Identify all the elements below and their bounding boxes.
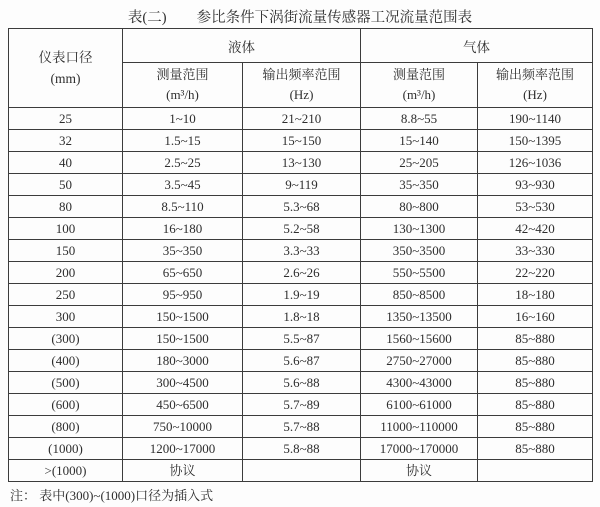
header-gas-range-label: 测量范围 [392, 67, 445, 82]
header-diameter-line1: 仪表口径 [38, 50, 93, 65]
page-title [0, 0, 600, 26]
header-liquid-freq-label: 输出频率范围 [262, 67, 341, 82]
table-cell: (800) [9, 416, 123, 438]
header-liquid-range [123, 63, 243, 108]
table-cell: 21~210 [243, 108, 361, 130]
table-body [9, 108, 593, 482]
table-cell: 8.5~110 [123, 196, 243, 218]
table-cell: 1~10 [123, 108, 243, 130]
table-row [9, 328, 593, 350]
table-row [9, 130, 593, 152]
table-cell: (400) [9, 350, 123, 372]
table-cell: (600) [9, 394, 123, 416]
table-cell: 2750~27000 [361, 350, 478, 372]
table-cell: 5.8~88 [243, 438, 361, 460]
table-cell: 1560~15600 [361, 328, 478, 350]
table-row [9, 460, 593, 482]
table-cell: 5.7~88 [243, 416, 361, 438]
table-cell: 1.8~18 [243, 306, 361, 328]
table-title-text: 参比条件下涡街流量传感器工况流量范围表 [196, 10, 473, 26]
table-cell: 3.3~33 [243, 240, 361, 262]
table-cell: 5.2~58 [243, 218, 361, 240]
table-cell: 32 [9, 130, 123, 152]
table-row [9, 350, 593, 372]
header-diameter [9, 29, 123, 108]
table-cell: 100 [9, 218, 123, 240]
table-cell: 750~10000 [123, 416, 243, 438]
table-cell: 130~1300 [361, 218, 478, 240]
table-cell: 93~930 [478, 174, 593, 196]
table-cell: (1000) [9, 438, 123, 460]
table-cell: 22~220 [478, 262, 593, 284]
flow-range-table [8, 28, 593, 482]
table-cell: 85~880 [478, 438, 593, 460]
table-cell: 5.6~87 [243, 350, 361, 372]
table-row [9, 196, 593, 218]
table-row [9, 174, 593, 196]
header-gas-freq-unit: (Hz) [523, 87, 547, 102]
table-cell: 95~950 [123, 284, 243, 306]
table-cell: 16~160 [478, 306, 593, 328]
table-cell: 25 [9, 108, 123, 130]
table-row [9, 394, 593, 416]
header-gas-freq-label: 输出频率范围 [495, 67, 574, 82]
table-cell: 协议 [361, 460, 478, 482]
table-row [9, 372, 593, 394]
header-group-gas: 气体 [361, 29, 593, 63]
table-cell [478, 460, 593, 482]
table-cell: 126~1036 [478, 152, 593, 174]
table-cell: 2.6~26 [243, 262, 361, 284]
header-liquid-freq [243, 63, 361, 108]
table-cell: 16~180 [123, 218, 243, 240]
table-cell: 3.5~45 [123, 174, 243, 196]
footnote: 注： 表中(300)~(1000)口径为插入式 [10, 488, 214, 503]
table-cell: 80~800 [361, 196, 478, 218]
table-row [9, 262, 593, 284]
table-cell: 5.3~68 [243, 196, 361, 218]
table-cell: (300) [9, 328, 123, 350]
table-cell: 42~420 [478, 218, 593, 240]
header-gas-range [361, 63, 478, 108]
table-cell: 40 [9, 152, 123, 174]
table-cell: 300 [9, 306, 123, 328]
table-cell: 15~150 [243, 130, 361, 152]
table-cell: 11000~110000 [361, 416, 478, 438]
table-row [9, 284, 593, 306]
table-row [9, 240, 593, 262]
table-cell: 50 [9, 174, 123, 196]
table-cell: 13~130 [243, 152, 361, 174]
table-cell: 17000~170000 [361, 438, 478, 460]
table-cell: 85~880 [478, 328, 593, 350]
header-liquid-range-unit: (m³/h) [166, 87, 199, 102]
table-row [9, 218, 593, 240]
table-cell: 5.6~88 [243, 372, 361, 394]
table-cell: 8.8~55 [361, 108, 478, 130]
table-cell: 65~650 [123, 262, 243, 284]
table-cell: 85~880 [478, 350, 593, 372]
table-cell: 150~1500 [123, 328, 243, 350]
table-cell: 协议 [123, 460, 243, 482]
table-cell: 18~180 [478, 284, 593, 306]
header-gas-range-unit: (m³/h) [402, 87, 436, 102]
table-cell: 250 [9, 284, 123, 306]
table-cell: 180~3000 [123, 350, 243, 372]
table-cell: (500) [9, 372, 123, 394]
header-liquid-range-label: 测量范围 [156, 67, 209, 82]
table-row [9, 416, 593, 438]
table-cell: 5.5~87 [243, 328, 361, 350]
table-cell: 85~880 [478, 416, 593, 438]
table-cell: 5.7~89 [243, 394, 361, 416]
table-cell: 1200~17000 [123, 438, 243, 460]
table-cell: 6100~61000 [361, 394, 478, 416]
header-group-liquid: 液体 [123, 29, 361, 63]
table-cell: 1.9~19 [243, 284, 361, 306]
table-cell: 150~1395 [478, 130, 593, 152]
table-header [9, 29, 593, 108]
table-cell: >(1000) [9, 460, 123, 482]
table-row [9, 152, 593, 174]
table-cell: 85~880 [478, 372, 593, 394]
table-cell [243, 460, 361, 482]
table-cell: 4300~43000 [361, 372, 478, 394]
table-cell: 25~205 [361, 152, 478, 174]
table-cell: 80 [9, 196, 123, 218]
header-group-row [9, 29, 593, 63]
table-cell: 85~880 [478, 394, 593, 416]
table-cell: 850~8500 [361, 284, 478, 306]
table-number: 表(二) [127, 10, 167, 26]
table-cell: 9~119 [243, 174, 361, 196]
table-row [9, 306, 593, 328]
table-cell: 1350~13500 [361, 306, 478, 328]
table-row [9, 438, 593, 460]
table-cell: 35~350 [123, 240, 243, 262]
header-gas-freq [478, 63, 593, 108]
table-cell: 35~350 [361, 174, 478, 196]
table-cell: 33~330 [478, 240, 593, 262]
table-cell: 300~4500 [123, 372, 243, 394]
table-cell: 190~1140 [478, 108, 593, 130]
table-cell: 15~140 [361, 130, 478, 152]
table-row [9, 108, 593, 130]
table-cell: 350~3500 [361, 240, 478, 262]
table-cell: 150~1500 [123, 306, 243, 328]
table-cell: 53~530 [478, 196, 593, 218]
header-diameter-line2: (mm) [50, 71, 81, 86]
header-liquid-freq-unit: (Hz) [289, 87, 314, 102]
table-cell: 1.5~15 [123, 130, 243, 152]
table-cell: 550~5500 [361, 262, 478, 284]
table-cell: 2.5~25 [123, 152, 243, 174]
table-cell: 150 [9, 240, 123, 262]
table-cell: 450~6500 [123, 394, 243, 416]
table-cell: 200 [9, 262, 123, 284]
